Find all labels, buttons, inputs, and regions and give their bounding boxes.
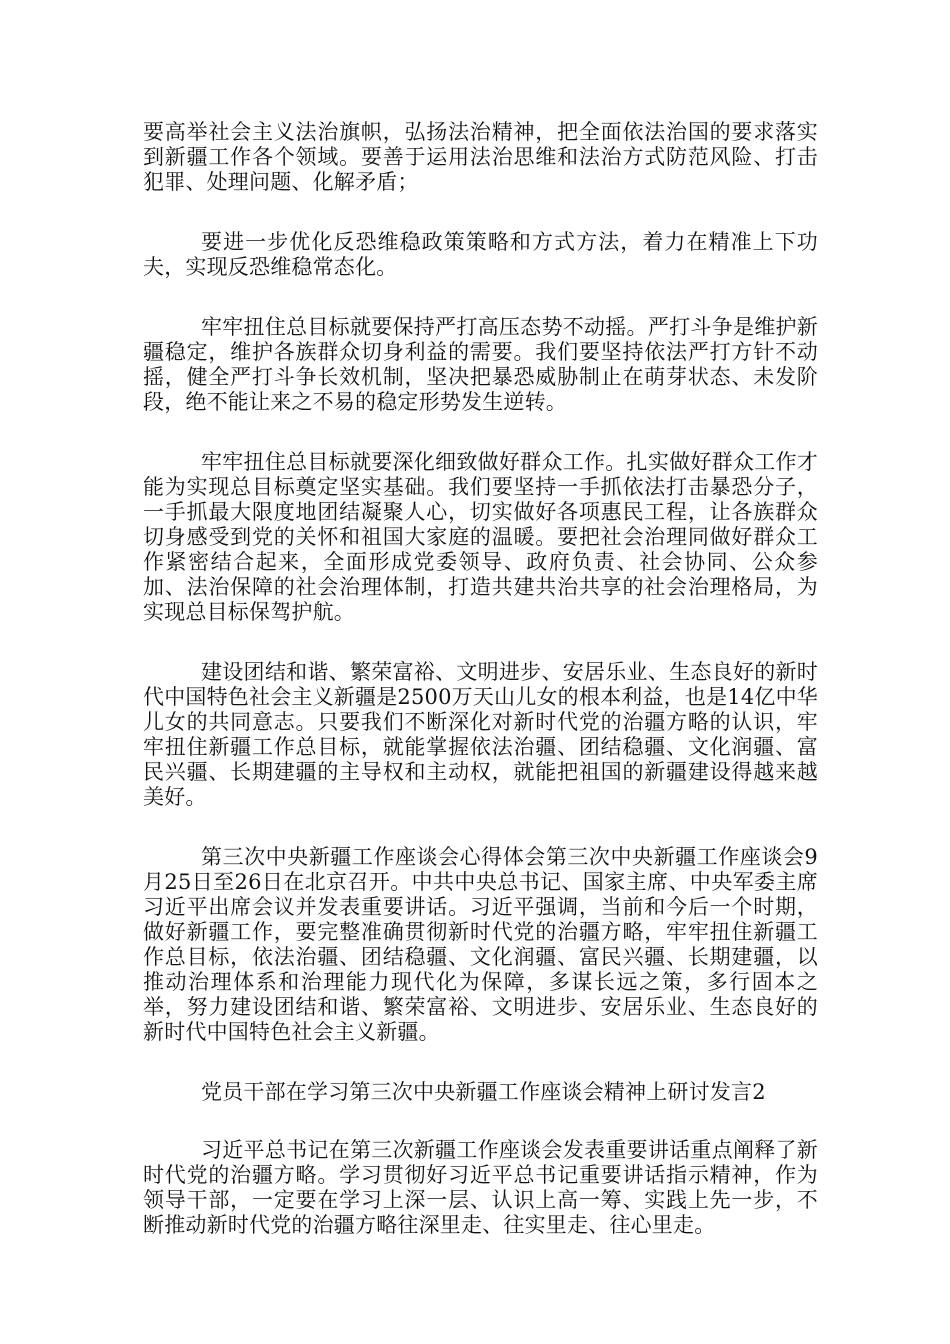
- paragraph-third-symposium: 第三次中央新疆工作座谈会心得体会第三次中央新疆工作座谈会9月25日至26日在北京召开。中共中央总书记、国家主席、中央军委主席习近平出席会议并发表重要讲话。习近平强调，当前和今后一个时期，做好新疆工作，要完整准确贯彻新时代党的治疆方略，牢牢扭住新疆工作总目标，依法治疆、团结稳疆、文化润疆、富民兴疆、长期建疆，以推动治理体系和治理能力现代化为保障，多谋长远之策，多行固本之举，努力建设团结和谐、繁荣富裕、文明进步、安居乐业、生态良好的新时代中国特色社会主义新疆。: [143, 845, 818, 1044]
- section-heading: 党员干部在学习第三次中央新疆工作座谈会精神上研讨发言2: [201, 1080, 766, 1104]
- paragraph-strike-hard: 牢牢扭住总目标就要保持严打高压态势不动摇。严打斗争是维护新疆稳定，维护各族群众切身利益的需要。我们要坚持依法严打方针不动摇，健全严打斗争长效机制，坚决把暴恐威胁制止在萌芽状态、未发阶段，绝不能让来之不易的稳定形势发生逆转。: [143, 315, 818, 414]
- paragraph-mass-work: 牢牢扭住总目标就要深化细致做好群众工作。扎实做好群众工作才能为实现总目标奠定坚实基础。我们要坚持一手抓依法打击暴恐分子，一手抓最大限度地团结凝聚人心，切实做好各项惠民工程，让各族群众切身感受到党的关怀和祖国大家庭的温暖。要把社会治理同做好群众工作紧密结合起来，全面形成党委领导、政府负责、社会协同、公众参加、法治保障的社会治理体制，打造共建共治共享的社会治理格局，为实现总目标保驾护航。: [143, 450, 818, 624]
- paragraph-governance-strategy: 习近平总书记在第三次新疆工作座谈会发表重要讲话重点阐释了新时代党的治疆方略。学习贯彻好习近平总书记重要讲话指示精神，作为领导干部，一定要在学习上深一层、认识上高一筹、实践上先一步，不断推动新时代党的治疆方略往深里走、往实里走、往心里走。: [143, 1138, 818, 1237]
- paragraph-harmonious-xinjiang: 建设团结和谐、繁荣富裕、文明进步、安居乐业、生态良好的新时代中国特色社会主义新疆是2500万天山儿女的根本利益，也是14亿中华儿女的共同意志。只要我们不断深化对新时代党的治疆方略的认识，牢牢扭住新疆工作总目标，就能掌握依法治疆、团结稳疆、文化润疆、富民兴疆、长期建疆的主导权和主动权，就能把祖国的新疆建设得越来越美好。: [143, 660, 818, 809]
- paragraph-counter-terrorism: 要进一步优化反恐维稳政策策略和方式方法，着力在精准上下功夫，实现反恐维稳常态化。: [143, 230, 818, 279]
- paragraph-rule-of-law: 要高举社会主义法治旗帜，弘扬法治精神，把全面依法治国的要求落实到新疆工作各个领域。要善于运用法治思维和法治方式防范风险、打击犯罪、处理问题、化解矛盾；: [143, 120, 818, 194]
